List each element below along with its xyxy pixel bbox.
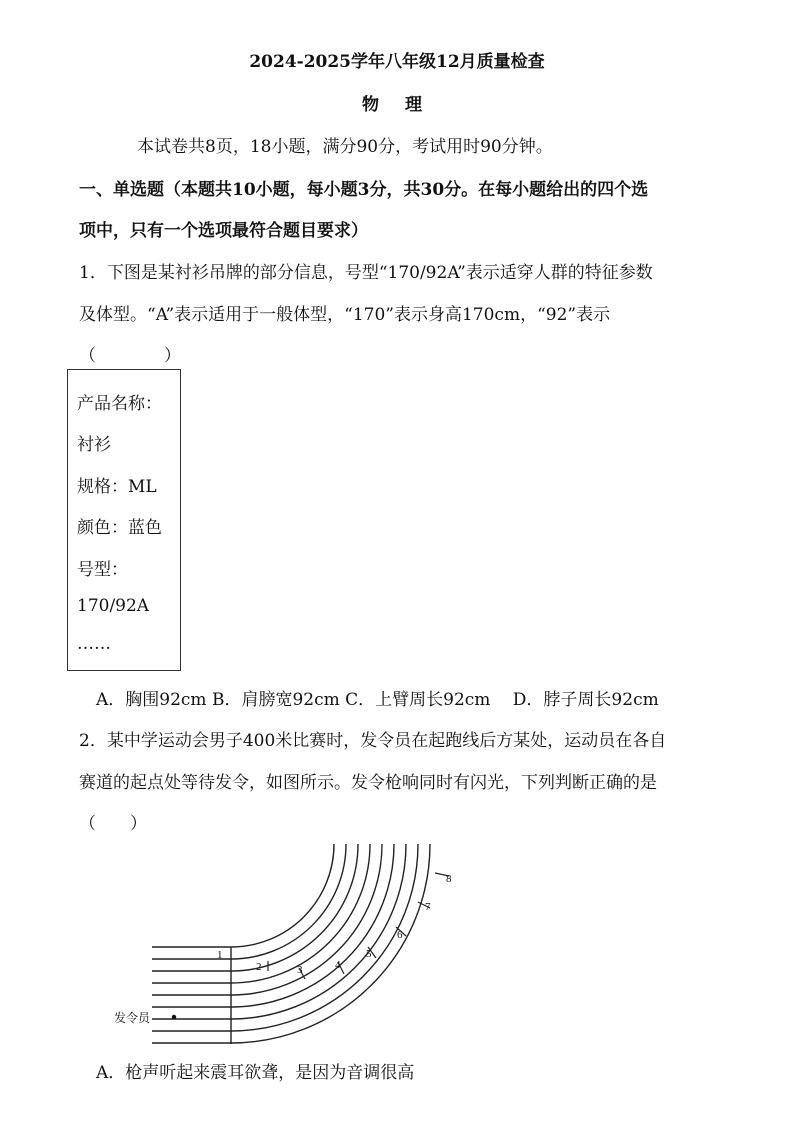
lane-number-2: 2 <box>256 961 262 973</box>
q2-option-a: A．枪声听起来震耳欲聋，是因为音调很高 <box>96 1063 415 1083</box>
q2-stem-line1: 2．某中学运动会男子400米比赛时，发令员在起跑线后方某处，运动员在各自 <box>79 731 667 751</box>
tag-line-size-value: 170/92A <box>77 596 150 616</box>
shirt-tag-box <box>67 369 181 671</box>
q2-answer-blank: （ ） <box>79 814 147 834</box>
running-track-figure <box>110 844 470 1046</box>
lane-number-7: 7 <box>425 901 431 913</box>
lane-number-5: 5 <box>366 948 372 960</box>
exam-intro: 本试卷共8页，18小题，满分90分，考试用时90分钟。 <box>137 137 553 157</box>
lane-number-4: 4 <box>335 959 341 971</box>
tag-line-ellipsis: …… <box>77 634 111 654</box>
q1-options: A．胸围92cm B．肩膀宽92cm C．上臂周长92cm D．脖子周长92cm <box>96 690 659 710</box>
q1-answer-blank: （ ） <box>79 346 181 366</box>
lane-number-6: 6 <box>397 929 403 941</box>
section-heading-line1: 一、单选题（本题共10小题，每小题3分，共30分。在每小题给出的四个选 <box>79 180 649 200</box>
lane-number-1: 1 <box>217 949 223 961</box>
starter-label: 发令员 <box>114 1011 151 1025</box>
section-heading-line2: 项中，只有一个选项最符合题目要求） <box>79 221 368 241</box>
track-lane-line <box>152 844 418 1031</box>
track-lane-line <box>152 844 334 947</box>
exam-title: 2024-2025学年八年级12月质量检查 <box>249 52 545 72</box>
exam-subject: 物 理 <box>362 95 432 115</box>
tag-line-color: 颜色：蓝色 <box>77 518 162 538</box>
q2-stem-line2: 赛道的起点处等待发令，如图所示。发令枪响同时有闪光，下列判断正确的是 <box>79 773 657 793</box>
starter-position-dot <box>172 1015 176 1019</box>
q1-stem-line1: 1．下图是某衬衫吊牌的部分信息，号型“170/92A”表示适穿人群的特征参数 <box>79 263 653 283</box>
tag-line-size-label: 号型： <box>77 560 128 580</box>
tag-line-spec: 规格：ML <box>77 477 157 497</box>
track-lane-line <box>152 844 430 1043</box>
q1-stem-line2: 及体型。“A”表示适用于一般体型，“170”表示身高170cm，“92”表示 <box>79 305 611 325</box>
lane-number-3: 3 <box>297 964 303 976</box>
lane-number-8: 8 <box>446 873 452 885</box>
tag-line-product-name: 产品名称： <box>77 394 162 414</box>
tag-line-product: 衬衫 <box>77 435 111 455</box>
